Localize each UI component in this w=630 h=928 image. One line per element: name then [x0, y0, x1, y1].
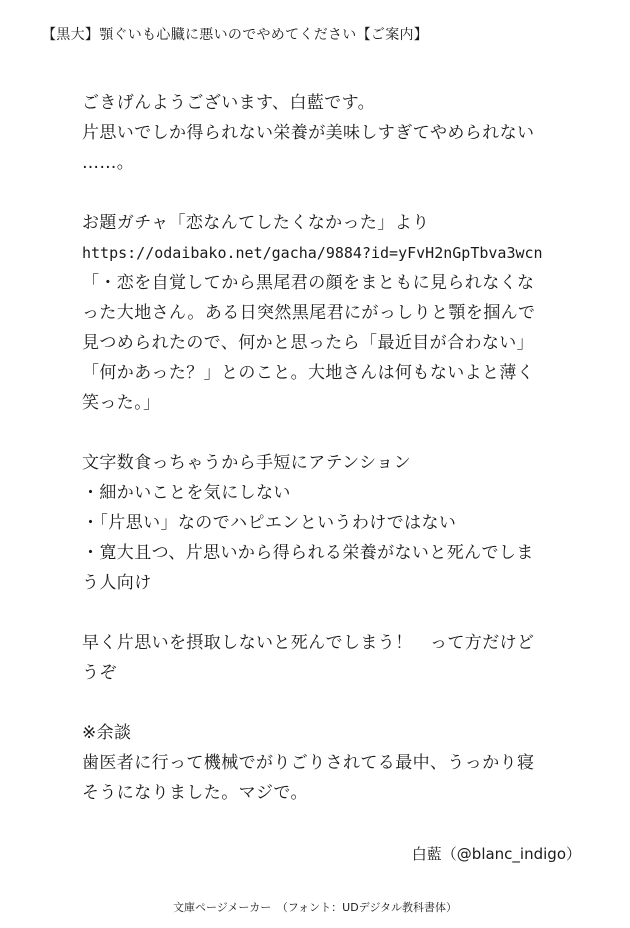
text-line: 歯医者に行って機械でがりごりされてる最中、うっかり寝	[82, 753, 535, 773]
text-line: 「何かあった？」とのこと。大地さんは何もないよと薄く	[82, 363, 535, 383]
blank-line	[82, 598, 582, 628]
text-line: お題ガチャ「恋なんてしたくなかった」より	[82, 213, 430, 233]
text-line: う人向け	[82, 573, 152, 593]
footer-credit: 文庫ページメーカー （フォント：UDデジタル教科書体）	[172, 901, 458, 914]
text-line: ※余談	[82, 723, 132, 743]
blank-line	[82, 178, 582, 208]
gacha-url-line: https://odaibako.net/gacha/9884?id=yFvH2nGpTbva3wcn	[82, 244, 543, 262]
text-line: そうになりました。マジで。	[82, 783, 308, 803]
text-line: 見つめられたので、何かと思ったら「最近目が合わない」	[82, 333, 535, 353]
text-line: った大地さん。ある日突然黒尾君にがっしりと顎を掴んで	[82, 303, 536, 323]
blank-line	[82, 688, 582, 718]
body-text	[82, 88, 582, 808]
text-line: ……。	[82, 153, 135, 173]
text-line: 「・恋を自覚してから黒尾君の顔をまともに見られなくな	[82, 273, 535, 293]
attention-item: ・「片思い」なのでハピエンというわけではない	[82, 513, 457, 533]
attention-item: ・細かいことを気にしない	[82, 483, 291, 503]
text-line: 片思いでしか得られない栄養が美味しすぎてやめられない	[82, 123, 535, 143]
page-title: 【黒大】顎ぐいも心臓に悪いのでやめてください【ご案内】	[42, 27, 429, 43]
text-line: 早く片思いを摂取しないと死んでしまう！ って方だけど	[82, 633, 535, 653]
text-line: 文字数食っちゃうから手短にアテンション	[82, 453, 411, 473]
text-line: ごきげんようございます、白藍です。	[82, 93, 376, 113]
author-signature: 白藍（@blanc_indigo）	[411, 845, 581, 863]
text-line: うぞ	[82, 663, 117, 683]
text-line: 笑った。」	[82, 393, 161, 413]
attention-item: ・寛大且つ、片思いから得られる栄養がないと死んでしま	[82, 543, 534, 563]
blank-line	[82, 418, 582, 448]
